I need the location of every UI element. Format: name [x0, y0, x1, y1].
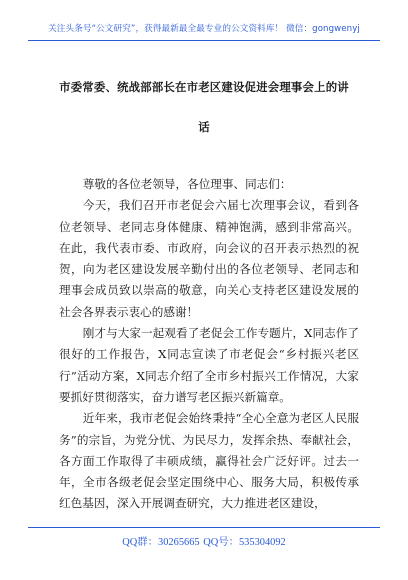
document-title-continued: 话 — [198, 120, 210, 134]
body-paragraph: 今天，我们召开市老促会六届七次理事会议，看到各位老领导、老同志身体健康、精神饱满，感到非常高兴。在此，我代表市委、市政府，向会议的召开表示热烈的祝贺，向为老区建设发展辛勤付出的各位老领导、老同志和理事会成员致以崇高的敬意，向关心支持老区建设发展的社会各界表示衷心的感谢！ — [59, 198, 359, 319]
salutation: 尊敬的各位老领导，各位理事、同志们： — [82, 177, 292, 191]
document-title: 市委常委、统战部部长在市老区建设促进会理事会上的讲 — [59, 80, 349, 94]
body-paragraph: 近年来，我市老促会始终秉持“全心全意为老区人民服务”的宗旨，为党分忧、为民尽力，发挥余热、奉献社会，各方面工作取得了丰硕成绩，赢得社会广泛好评。过去一年，全市各级老促会坚定围绕中心、服务大局，积极传承红色基因，深入开展调查研究，大力推进老区建设， — [59, 411, 359, 511]
header-banner: 关注头条号“公文研究”，获得最新最全最专业的公文资料库！ 微信：gongwenyj — [48, 24, 360, 34]
body-paragraph: 刚才与大家一起观看了老促会工作专题片，X同志作了很好的工作报告，X同志宣读了市老促会“乡村振兴老区行”活动方案，X同志介绍了全市乡村振兴工作情况，大家要抓好贯彻落实，奋力谱写老区振兴新篇章。 — [59, 326, 359, 404]
footer-divider — [28, 527, 380, 528]
document-body — [59, 174, 359, 515]
header-divider — [28, 40, 380, 41]
footer-contact: QQ群：30265665 QQ号：535304092 — [122, 537, 286, 548]
